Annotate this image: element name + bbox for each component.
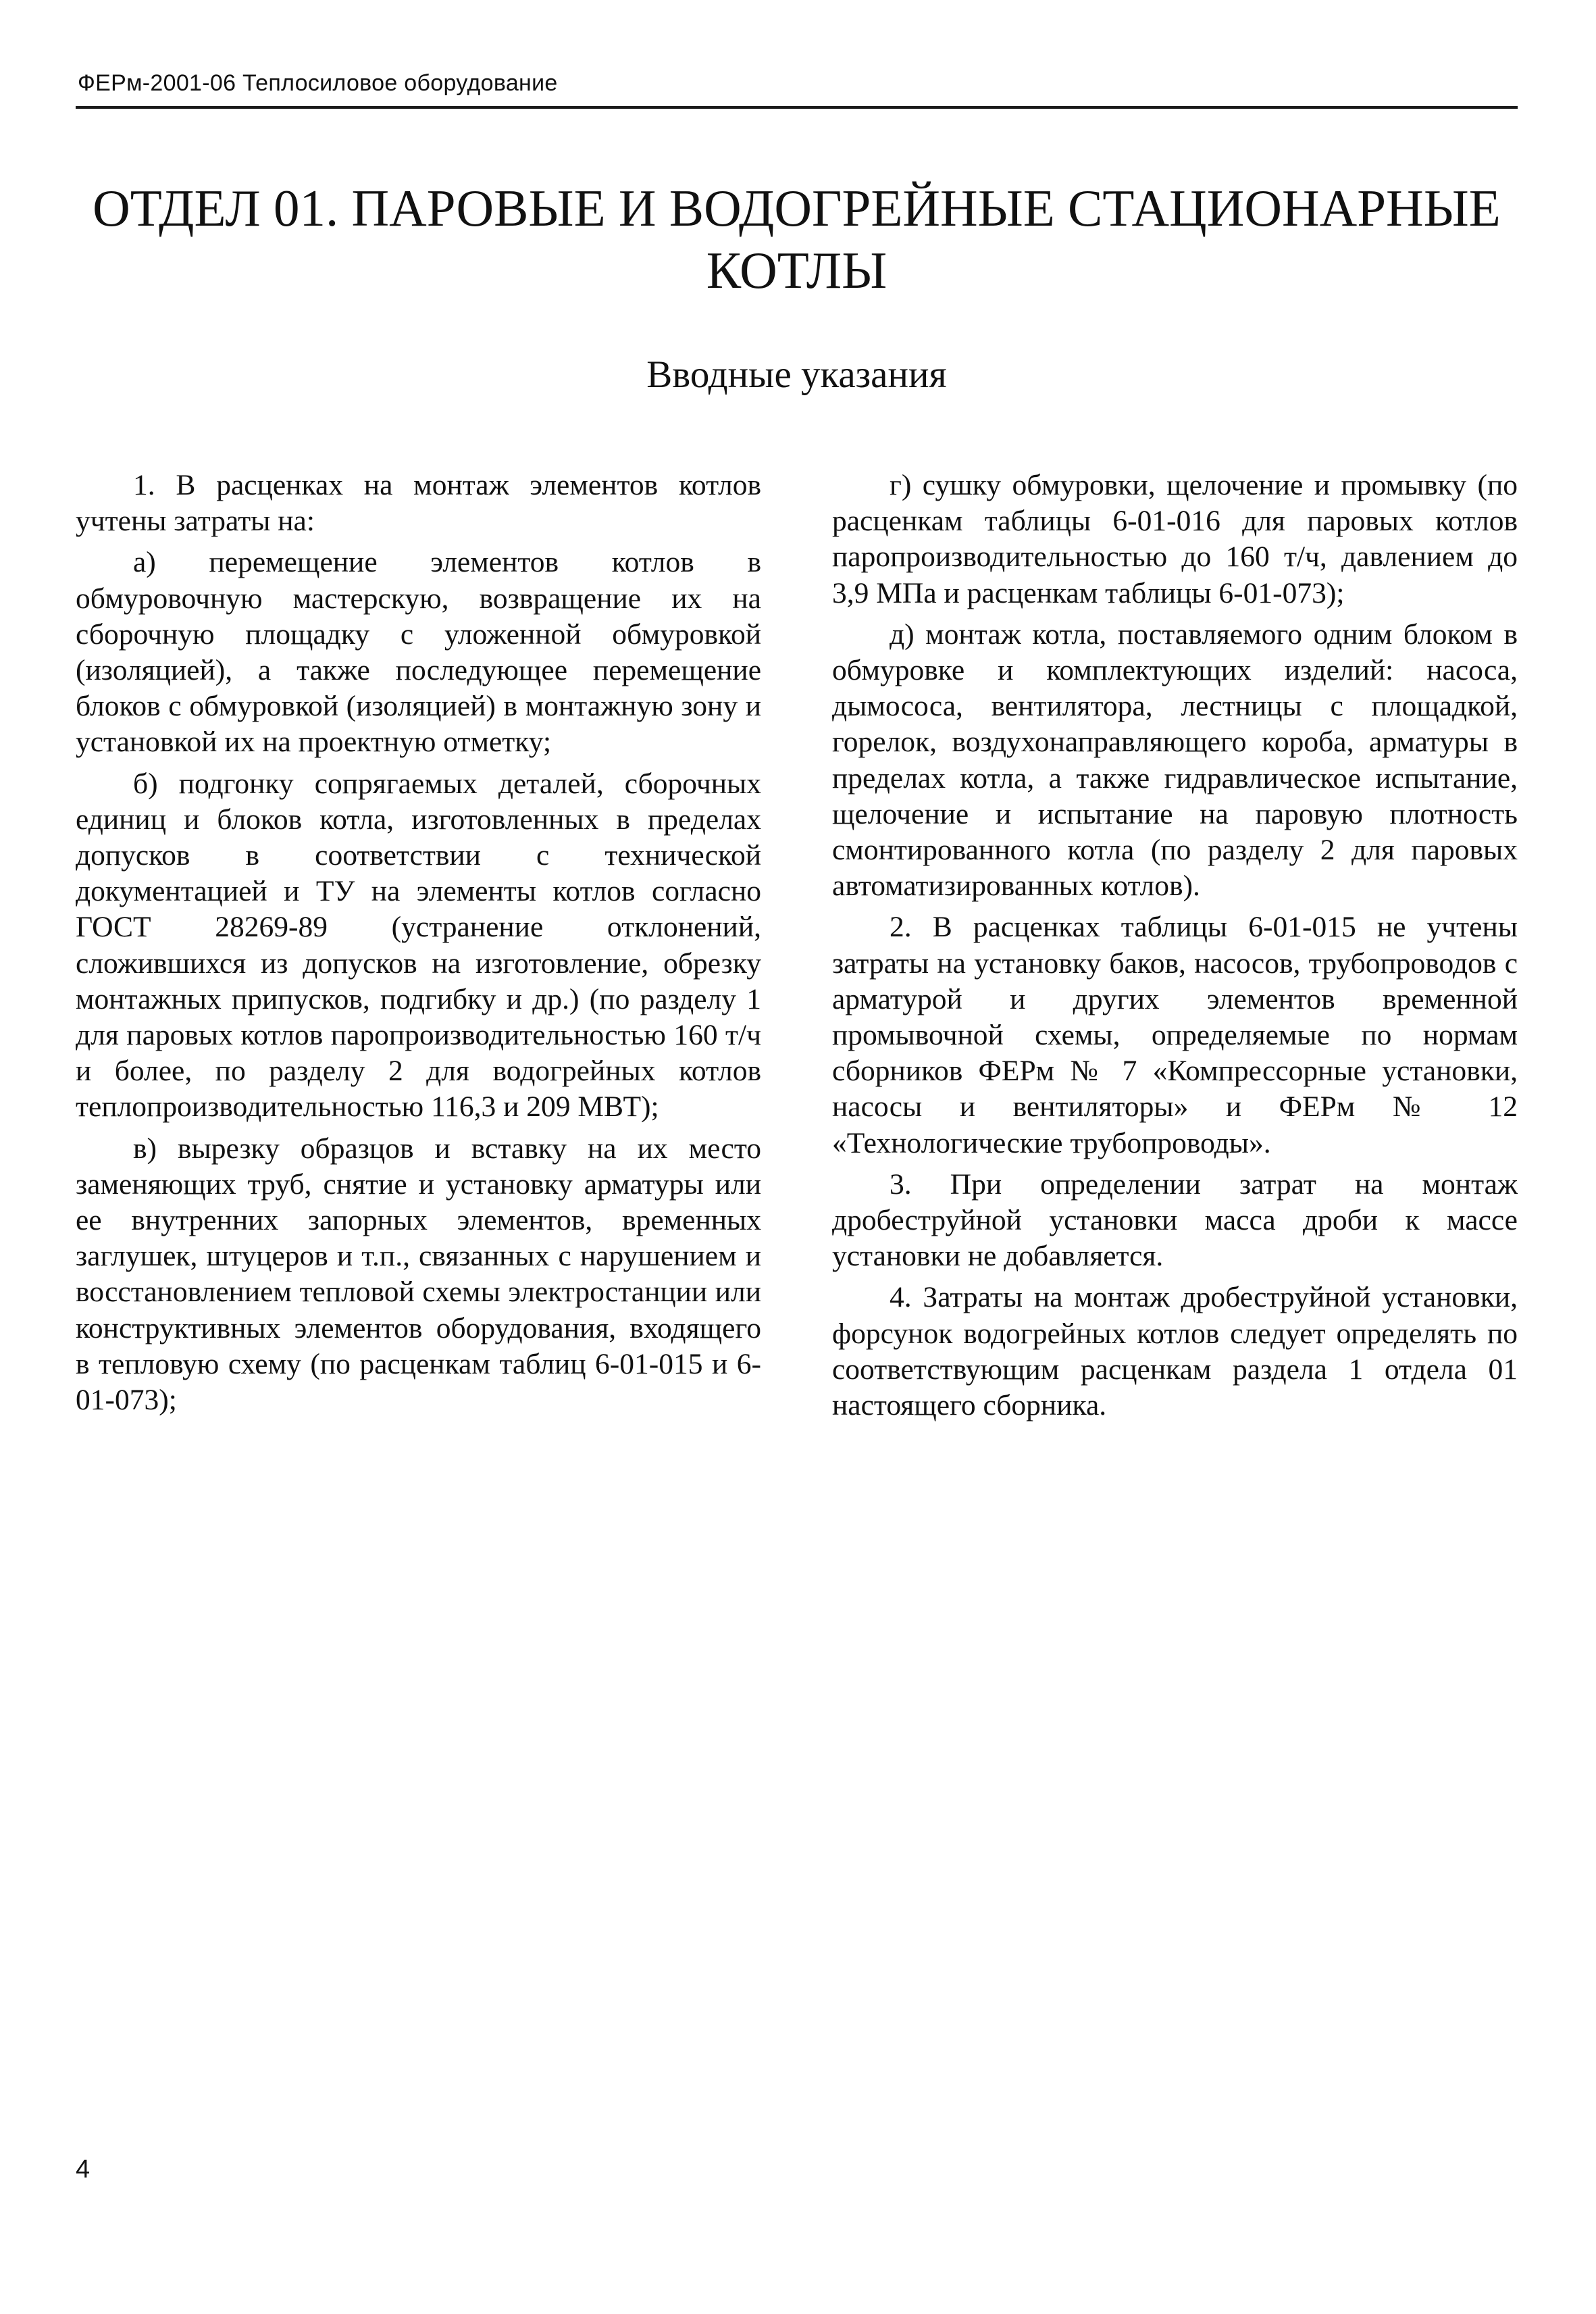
running-header: ФЕРм-2001-06 Теплосиловое оборудование bbox=[78, 70, 558, 96]
section-subtitle: Вводные указания bbox=[646, 353, 947, 396]
right-column bbox=[832, 468, 1518, 1429]
paragraph: 1. В расценках на монтаж элементов котлов учтены затраты на: bbox=[76, 469, 761, 538]
header-rule bbox=[76, 106, 1518, 109]
paragraph: 3. При определении затрат на монтаж дробеструйной установки масса дроби к массе установки не добавляется. bbox=[832, 1167, 1518, 1273]
paragraph: г) сушку обмуровки, щелочение и промывку (по расценкам таблицы 6-01-016 для паровых котлов паропроизводительностью до 160 т/ч, давлением до 3,9 МПа и расценкам таблицы 6-01-073); bbox=[832, 469, 1518, 609]
paragraph: в) вырезку образцов и вставку на их место заменяющих труб, снятие и установку арматуры или ее внутренних запорных элементов, временных заглушек, штуцеров и т.п., связанных с нарушением и восстановлением тепловой схемы электростанции или конструктивных элементов оборудования, входящего в тепловую схему (по расценкам таблиц 6-01-015 и 6-01-073); bbox=[76, 1132, 761, 1417]
section-title bbox=[76, 177, 1518, 301]
left-column bbox=[76, 468, 761, 1424]
paragraph: б) подгонку сопрягаемых деталей, сборочных единиц и блоков котла, изготовленных в пределах допусков в соответствии с технической документацией и ТУ на элементы котлов согласно ГОСТ 28269-89 (устранение отклонений, сложившихся из допусков на изготовление, обрезку монтажных припусков, подгибку и др.) (по разделу 1 для паровых котлов паропроизводительностью 160 т/ч и более, по разделу 2 для водогрейных котлов теплопроизводительностью 116,3 и 209 МВТ); bbox=[76, 767, 761, 1124]
section-title-line-2: КОТЛЫ bbox=[706, 241, 887, 299]
paragraph: а) перемещение элементов котлов в обмуровочную мастерскую, возвращение их на сборочную площадку с уложенной обмуровкой (изоляцией), а также последующее перемещение блоков с обмуровкой (изоляцией) в монтажную зону и установкой их на проектную отметку; bbox=[76, 546, 761, 759]
paragraph: 4. Затраты на монтаж дробеструйной установки, форсунок водогрейных котлов следует определять по соответствующим расценкам раздела 1 отдела 01 настоящего сборника. bbox=[832, 1281, 1518, 1422]
page-number: 4 bbox=[76, 2155, 91, 2184]
section-title-line-1: ОТДЕЛ 01. ПАРОВЫЕ И ВОДОГРЕЙНЫЕ СТАЦИОНАРНЫЕ bbox=[93, 179, 1501, 237]
paragraph: д) монтаж котла, поставляемого одним блоком в обмуровке и комплектующих изделий: насоса, дымососа, вентилятора, лестницы с площадкой, горелок, воздухонаправляющего короба, арматуры в пределах котла, а также гидравлическое испытание, щелочение и испытание на паровую плотность смонтированного котла (по разделу 2 для паровых автоматизированных котлов). bbox=[832, 618, 1518, 903]
paragraph: 2. В расценках таблицы 6-01-015 не учтены затраты на установку баков, насосов, трубопроводов с арматурой и других элементов временной промывочной схемы, определяемые по нормам сборников ФЕРм № 7 «Компрессорные установки, насосы и вентиляторы» и ФЕРм № 12 «Технологические трубопроводы». bbox=[832, 911, 1518, 1159]
